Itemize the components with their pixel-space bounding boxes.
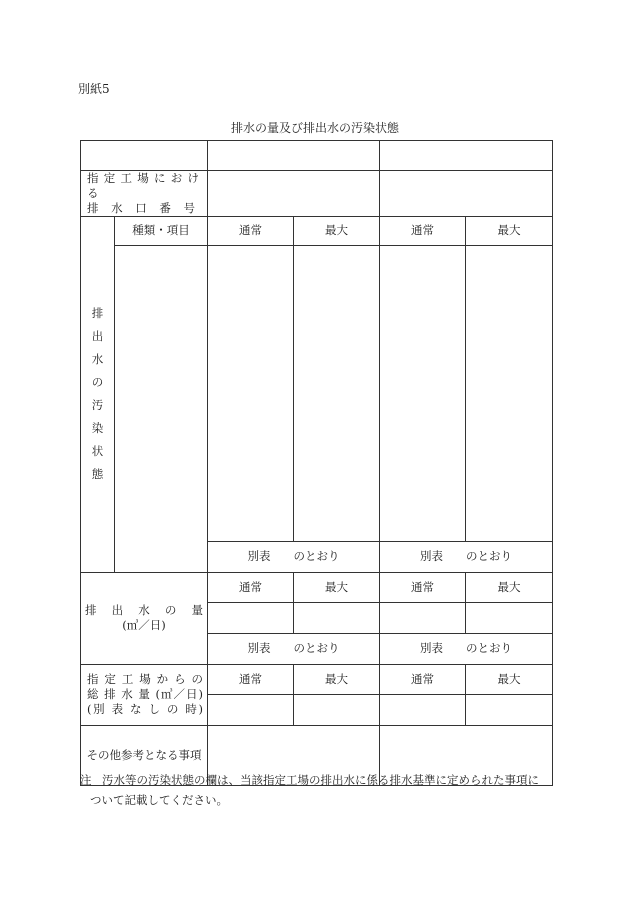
- pollution-label-char: の: [91, 375, 104, 390]
- volume-outlet-2-per-table-note: 別表 のとおり: [380, 633, 553, 664]
- outlet-1-normal-values-field[interactable]: [208, 245, 294, 541]
- volume-outlet-1-normal-field[interactable]: [208, 602, 294, 633]
- outlet-2-normal-values-field[interactable]: [380, 245, 466, 541]
- volume-outlet-2-normal-field[interactable]: [380, 602, 466, 633]
- total-outlet-2-max-field[interactable]: [466, 694, 553, 725]
- total-volume-label-line1: 指 定 工 場 か ら の: [87, 672, 203, 687]
- outlet-number-label: [81, 171, 208, 217]
- outlet-number-label-line2: 排 水 口 番 号: [87, 200, 195, 215]
- outlet-1-normal-header: 通常: [208, 216, 294, 245]
- volume-outlet-2-normal-header: 通常: [380, 572, 466, 602]
- volume-outlet-1-max-header: 最大: [294, 572, 380, 602]
- pollution-label-char: 排: [91, 306, 104, 321]
- volume-outlet-2-max-field[interactable]: [466, 602, 553, 633]
- outlet-2-max-header: 最大: [466, 216, 553, 245]
- outlet-2-number-field[interactable]: [380, 171, 553, 217]
- total-volume-label-line3: (別 表 な し の 時): [87, 702, 203, 717]
- footnote-line2: ついて記載してください。: [90, 792, 228, 807]
- total-volume-label: [81, 664, 208, 725]
- total-outlet-2-normal-header: 通常: [380, 664, 466, 694]
- pollution-label-char: 出: [91, 329, 104, 344]
- outlet-2-header-field[interactable]: [380, 141, 553, 171]
- pollution-label-char: 態: [91, 467, 104, 482]
- pollution-form-table: [80, 140, 553, 786]
- outlet-1-per-table-note: 別表 のとおり: [208, 541, 380, 572]
- footnote-line1: 汚水等の汚染状態の欄は、当該指定工場の排出水に係る排水基準に定められた事項に: [102, 773, 539, 787]
- total-outlet-1-max-header: 最大: [294, 664, 380, 694]
- blank-header-cell: [81, 141, 208, 171]
- discharge-volume-unit: (㎥／日): [122, 618, 166, 633]
- total-outlet-1-normal-field[interactable]: [208, 694, 294, 725]
- pollution-label-char: 状: [91, 444, 104, 459]
- pollution-label-char: 汚: [91, 398, 104, 413]
- pollution-label-char: 水: [91, 352, 104, 367]
- outlet-2-normal-header: 通常: [380, 216, 466, 245]
- outlet-2-per-table-note: 別表 のとおり: [380, 541, 553, 572]
- outlet-1-number-field[interactable]: [208, 171, 380, 217]
- form-title: 排水の量及び排出水の汚染状態: [230, 121, 399, 135]
- outlet-1-max-values-field[interactable]: [294, 245, 380, 541]
- volume-outlet-1-per-table-note: 別表 のとおり: [208, 633, 380, 664]
- total-outlet-1-max-field[interactable]: [294, 694, 380, 725]
- attachment-label: 別紙5: [78, 82, 110, 96]
- outlet-1-max-header: 最大: [294, 216, 380, 245]
- total-volume-label-line2: 総 排 水 量 (㎥／日): [87, 687, 203, 702]
- total-outlet-1-normal-header: 通常: [208, 664, 294, 694]
- items-entry-field[interactable]: [115, 245, 208, 572]
- footnote-lead: 注: [80, 773, 92, 787]
- discharge-volume-label-text: 排 出 水 の 量: [85, 603, 203, 618]
- volume-outlet-1-max-field[interactable]: [294, 602, 380, 633]
- other-matters-label: その他参考となる事項: [81, 725, 208, 785]
- outlet-number-label-line1: 指 定 工 場 に お け る: [87, 171, 199, 200]
- footnote: [80, 771, 560, 810]
- outlet-2-max-values-field[interactable]: [466, 245, 553, 541]
- discharge-volume-label: [81, 572, 208, 664]
- outlet-1-header-field[interactable]: [208, 141, 380, 171]
- volume-outlet-2-max-header: 最大: [466, 572, 553, 602]
- total-outlet-2-normal-field[interactable]: [380, 694, 466, 725]
- volume-outlet-1-normal-header: 通常: [208, 572, 294, 602]
- total-outlet-2-max-header: 最大: [466, 664, 553, 694]
- pollution-section-label: [81, 216, 115, 572]
- items-header: 種類・項目: [115, 216, 208, 245]
- pollution-label-char: 染: [91, 421, 104, 436]
